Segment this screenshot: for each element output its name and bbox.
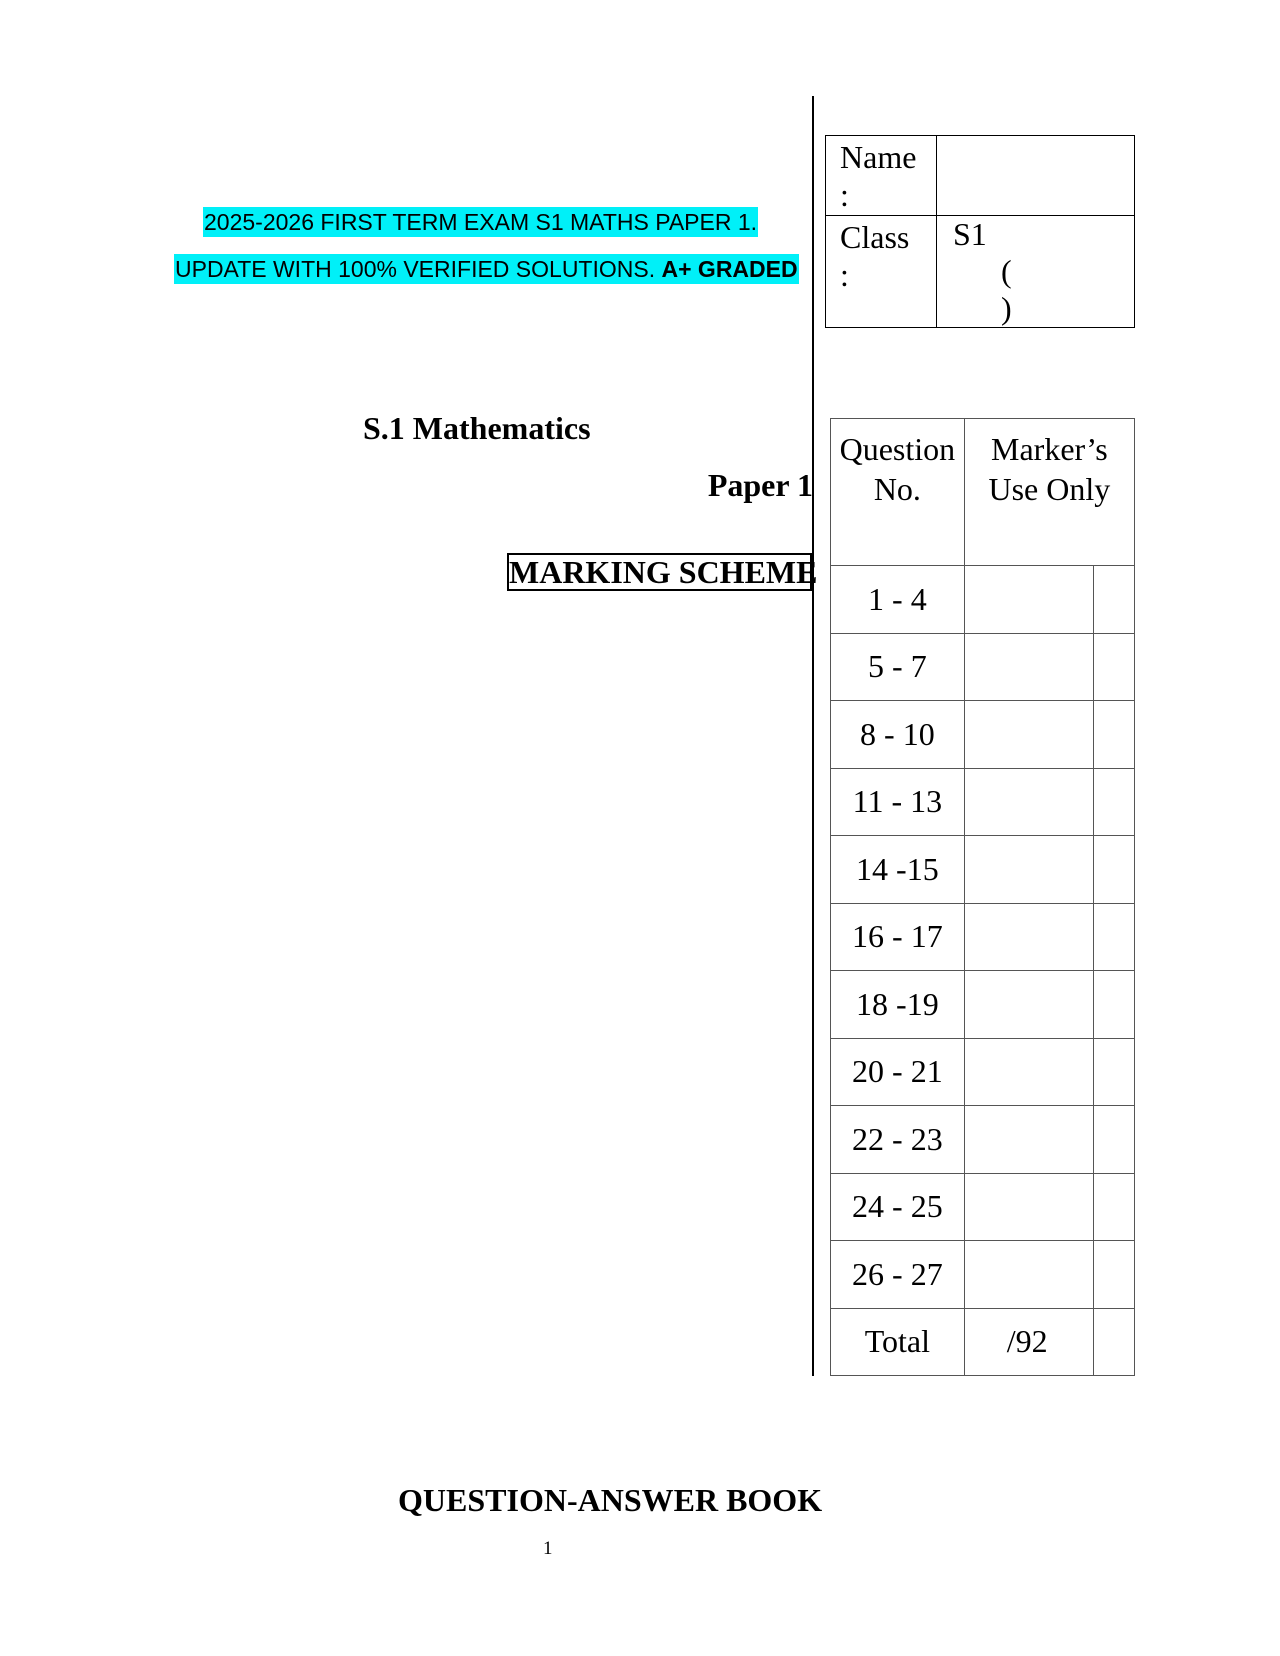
question-range-cell: 20 - 21 [831, 1038, 965, 1106]
marker-initial-cell[interactable] [1094, 836, 1135, 904]
class-label: Class : [826, 216, 937, 328]
marker-table-body [831, 566, 1135, 1376]
total-row [831, 1308, 1135, 1376]
question-range-cell: 18 -19 [831, 971, 965, 1039]
table-row [831, 836, 1135, 904]
marker-initial-cell[interactable] [1094, 1241, 1135, 1309]
marker-score-cell[interactable] [964, 1106, 1094, 1174]
marker-score-cell[interactable] [964, 1241, 1094, 1309]
question-range-cell: 5 - 7 [831, 633, 965, 701]
name-label: Name : [826, 136, 937, 216]
question-range-cell: 1 - 4 [831, 566, 965, 634]
total-score-cell[interactable]: /92 [964, 1308, 1094, 1376]
question-range-cell: 16 - 17 [831, 903, 965, 971]
marker-initial-cell[interactable] [1094, 768, 1135, 836]
marker-score-cell[interactable] [964, 701, 1094, 769]
table-row [831, 701, 1135, 769]
table-row [831, 768, 1135, 836]
marker-initial-cell[interactable] [1094, 701, 1135, 769]
header-line-1 [203, 207, 758, 237]
question-range-cell: 24 - 25 [831, 1173, 965, 1241]
marking-scheme-title: MARKING SCHEME [509, 554, 818, 590]
total-label: Total [831, 1308, 965, 1376]
page-number: 1 [543, 1538, 553, 1559]
table-row [831, 633, 1135, 701]
markers-use-header: Marker’s Use Only [964, 419, 1134, 566]
marker-initial-cell[interactable] [1094, 1038, 1135, 1106]
question-range-cell: 22 - 23 [831, 1106, 965, 1174]
table-row [831, 971, 1135, 1039]
book-title: QUESTION-ANSWER BOOK [398, 1482, 823, 1518]
question-range-cell: 26 - 27 [831, 1241, 965, 1309]
question-range-cell: 11 - 13 [831, 768, 965, 836]
marker-table [830, 418, 1135, 1376]
class-value: S1 [953, 216, 987, 252]
class-number-paren: ( ) [1001, 253, 1048, 326]
table-row [831, 566, 1135, 634]
header-line-2 [174, 254, 799, 284]
header-line-2-text: UPDATE WITH 100% VERIFIED SOLUTIONS. [175, 256, 662, 282]
marker-score-cell[interactable] [964, 1038, 1094, 1106]
question-no-header: Question No. [831, 419, 965, 566]
name-field[interactable] [937, 136, 1135, 216]
question-range-cell: 14 -15 [831, 836, 965, 904]
marker-score-cell[interactable] [964, 633, 1094, 701]
vertical-divider [812, 96, 814, 1376]
table-row [831, 1241, 1135, 1309]
table-row [831, 903, 1135, 971]
header-grade-text: A+ GRADED [661, 256, 798, 282]
class-field[interactable] [937, 216, 1135, 328]
marker-initial-cell[interactable] [1094, 1173, 1135, 1241]
marker-initial-cell[interactable] [1094, 1106, 1135, 1174]
marker-initial-cell[interactable] [1094, 633, 1135, 701]
marker-score-cell[interactable] [964, 768, 1094, 836]
student-info-table [825, 135, 1135, 328]
subject-title: S.1 Mathematics [363, 410, 591, 446]
table-row [831, 1173, 1135, 1241]
total-initial-cell[interactable] [1094, 1308, 1135, 1376]
marker-initial-cell[interactable] [1094, 971, 1135, 1039]
marker-score-cell[interactable] [964, 836, 1094, 904]
table-row [831, 1106, 1135, 1174]
marker-score-cell[interactable] [964, 971, 1094, 1039]
question-range-cell: 8 - 10 [831, 701, 965, 769]
paper-title: Paper 1 [707, 467, 813, 503]
marker-score-cell[interactable] [964, 1173, 1094, 1241]
marker-score-cell[interactable] [964, 903, 1094, 971]
marker-initial-cell[interactable] [1094, 566, 1135, 634]
marker-initial-cell[interactable] [1094, 903, 1135, 971]
table-row [831, 1038, 1135, 1106]
header-line-1-text: 2025-2026 FIRST TERM EXAM S1 MATHS PAPER 1. [204, 209, 758, 235]
marker-score-cell[interactable] [964, 566, 1094, 634]
